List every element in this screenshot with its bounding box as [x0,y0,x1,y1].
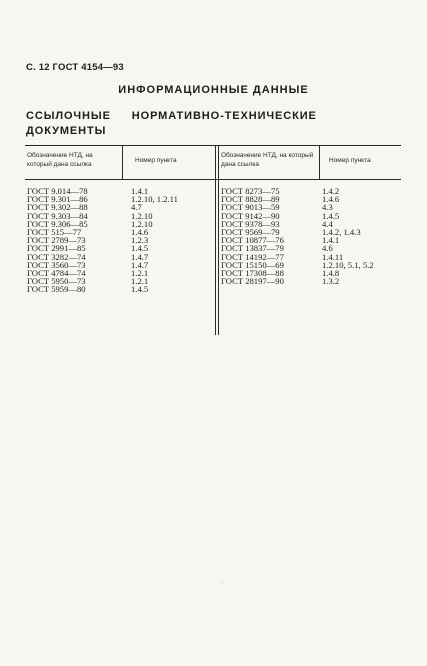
doc-designation: ГОСТ 14192—77 [221,251,284,262]
left-col-designation-header: Обозначение НТД, на который дана ссылка [27,152,93,168]
left-header-divider [122,145,123,179]
clause-number: 1.2.10, 5.1, 5.2 [322,259,374,270]
clause-number: 1.3.2 [322,276,340,287]
doc-designation: ГОСТ 5959—80 [27,284,86,295]
clause-number: 1.4.8 [322,267,340,278]
clause-number: 4.7 [131,202,142,213]
clause-number: 4.6 [322,243,333,254]
right-header-divider [319,145,320,179]
clause-number: 1.4.5 [131,243,149,254]
doc-designation: ГОСТ 515—77 [27,226,82,237]
clause-number: 4.3 [322,202,333,213]
clause-number: 1.2.10 [131,210,153,221]
doc-designation: ГОСТ 4784—74 [27,267,86,278]
doc-designation: ГОСТ 15150—69 [221,259,284,270]
doc-designation: ГОСТ 9.303—84 [27,210,88,221]
left-col-clause-header: Номер пункта [135,157,177,164]
clause-number: 1.4.7 [131,251,149,262]
doc-designation: ГОСТ 9142—90 [221,210,280,221]
page-header: С. 12 ГОСТ 4154—93 [26,62,124,73]
clause-number: 1.4.6 [131,226,149,237]
section-title: ИНФОРМАЦИОННЫЕ ДАННЫЕ [118,84,309,96]
table-center-divider-2 [218,145,219,335]
scan-speck: · [221,580,223,586]
left-reference-list [27,187,215,293]
document-subtitle: ССЫЛОЧНЫЕ НОРМАТИВНО-ТЕХНИЧЕСКИЕ ДОКУМЕНТЫ [26,110,317,137]
doc-designation: ГОСТ 9378—93 [221,218,280,229]
doc-designation: ГОСТ 2789—73 [27,235,86,246]
clause-number: 1.4.2 [322,186,340,196]
clause-number: 1.2.10 [131,218,153,229]
clause-number: 1.4.5 [322,210,340,221]
doc-designation: ГОСТ 3560—73 [27,259,86,270]
doc-designation: ГОСТ 9.014—78 [27,186,88,196]
clause-number: 1.4.1 [322,235,340,246]
doc-designation: ГОСТ 9013—59 [221,202,280,213]
doc-designation: ГОСТ 8828—89 [221,194,280,205]
table-top-rule [25,145,401,146]
table-center-divider [215,145,216,335]
clause-number: 1.2.1 [131,267,149,278]
clause-number: 4.4 [322,218,333,229]
clause-number: 1.2.10, 1.2.11 [131,194,178,205]
table-header-rule [25,179,401,180]
table-row [221,277,401,285]
clause-number: 1.4.2, 1.4.3 [322,226,361,237]
table-row [27,285,215,293]
doc-designation: ГОСТ 3282—74 [27,251,86,262]
doc-designation: ГОСТ 9569—79 [221,226,280,237]
right-col-clause-header: Номер пункта [329,157,371,164]
doc-designation: ГОСТ 10877—76 [221,235,284,246]
clause-number: 1.4.1 [131,186,149,196]
doc-designation: ГОСТ 9.302—88 [27,202,88,213]
doc-designation: ГОСТ 5950—73 [27,276,86,287]
clause-number: 1.2.3 [131,235,149,246]
doc-designation: ГОСТ 28197—90 [221,276,284,287]
clause-number: 1.2.1 [131,276,149,287]
right-col-designation-header: Обозначение НТД, на который дана ссылка [221,152,314,168]
clause-number: 1.4.6 [322,194,340,205]
doc-designation: ГОСТ 2991—85 [27,243,86,254]
doc-designation: ГОСТ 13837—79 [221,243,284,254]
doc-designation: ГОСТ 9.301—86 [27,194,88,205]
doc-designation: ГОСТ 9.306—85 [27,218,88,229]
right-reference-list [221,187,401,285]
doc-designation: ГОСТ 17308—88 [221,267,284,278]
clause-number: 1.4.5 [131,284,149,295]
doc-designation: ГОСТ 8273—75 [221,186,280,196]
clause-number: 1.4.11 [322,251,344,262]
clause-number: 1.4.7 [131,259,149,270]
